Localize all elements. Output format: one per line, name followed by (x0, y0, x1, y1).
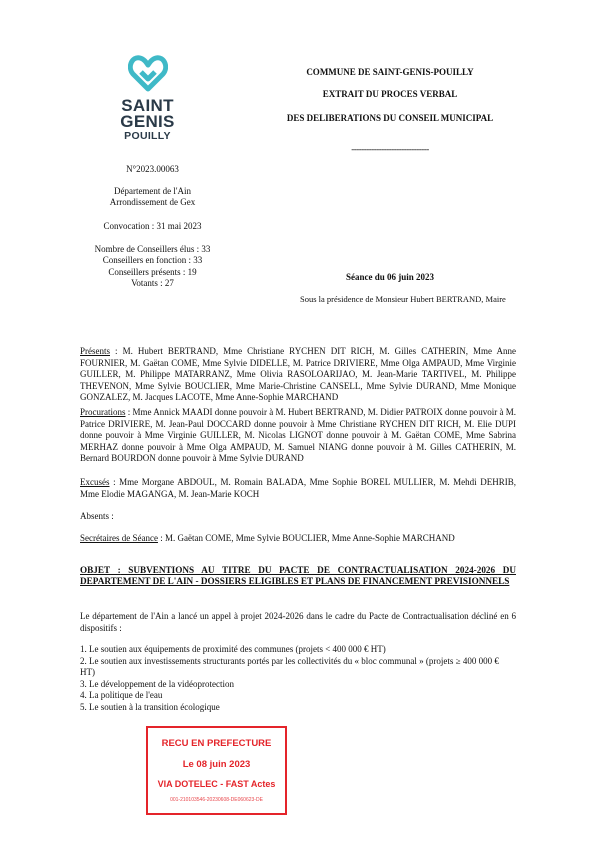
commune-logo (110, 50, 185, 145)
list-item: 2. Le soutien aux investissements structurants portés par les collectivités du « bloc communal » (projets ≥ 400 000 € HT) (80, 655, 499, 678)
stamp-line-recu: RECU EN PREFECTURE (161, 738, 272, 749)
deliberations-title: DES DELIBERATIONS DU CONSEIL MUNICIPAL (286, 113, 494, 123)
excuses-paragraph (80, 477, 516, 500)
arrondissement: Arrondissement de Gex (109, 197, 196, 207)
secretaires-paragraph (80, 533, 516, 545)
seance-date: Séance du 06 juin 2023 (345, 272, 434, 282)
conseillers-presents: Conseillers présents : 19 (108, 267, 197, 277)
list-item: 4. La politique de l'eau (80, 690, 163, 701)
conseillers-fonction: Conseillers en fonction : 33 (102, 255, 203, 265)
heart-logo-icon (128, 53, 168, 93)
objet-text: SUBVENTIONS AU TITRE DU PACTE DE CONTRACTUALISATION 2024-2026 DU DEPARTEMENT DE L'AIN - DOSSIERS ELIGIBLES ET PLANS DE FINANCEMENT PREVISIONNELS (80, 565, 516, 586)
excuses-label: Excusés (80, 477, 110, 487)
votants: Votants : 27 (131, 278, 174, 288)
list-item: 5. Le soutien à la transition écologique (80, 701, 220, 712)
objet-label: OBJET : (80, 565, 121, 575)
presents-paragraph (80, 346, 516, 404)
objet-paragraph (80, 565, 516, 587)
presents-label: Présents (80, 346, 110, 356)
prefecture-stamp (146, 726, 287, 815)
logo-line-genis: GENIS (120, 112, 175, 131)
procurations-label: Procurations (80, 407, 126, 417)
list-item: 3. Le développement de la vidéoprotection (80, 678, 234, 689)
department: Département de l'Ain (113, 186, 192, 196)
stamp-line-date: Le 08 juin 2023 (182, 759, 251, 770)
header-separator: ------------------------------- (351, 144, 429, 154)
procurations-list: : Mme Annick MAADI donne pouvoir à M. Hubert BERTRAND, M. Didier PATROIX donne pouvoir à M. Patrice DRIVIERE, M. Jean-Paul DOCCARD donne pouvoir à Mme Christiane RYCHEN DIT RICH, M. Elie DUPI donne pouvoir à Mme Virginie GUILLER, M. Nicolas LIGNOT donne pouvoir à M. Gaëtan COME, Mme Sabrina MERHAZ donne pouvoir à Mme Olga AMPAUD, M. Samuel NIANG donne pouvoir à M. Gilles CATHERIN, M. Bernard BOURDON donne pouvoir à Mme Sylvie DURAND (80, 407, 516, 464)
intro-paragraph: Le département de l'Ain a lancé un appel à projet 2024-2026 dans le cadre du Pacte de Contractualisation décliné en 6 dispositifs : (80, 611, 516, 633)
logo-line-pouilly: POUILLY (124, 130, 171, 142)
presents-list: : M. Hubert BERTRAND, Mme Christiane RYCHEN DIT RICH, M. Gilles CATHERIN, Mme Anne FOURNIER, M. Gaëtan COME, Mme Sylvie DIDELLE, M. Patrice DRIVIERE, Mme Olga AMPAUD, Mme Virginie GUILLER, M. Philippe MATARRANZ, Mme Olivia RASOLOARIJAO, M. Jean-Marie TARTIVEL, M. Philippe THEVENON, Mme Sylvie BOUCLIER, Mme Marie-Christine CANSELL, Mme Sylvie DURAND, Mme Monique GONZALEZ, M. Jacques LACOTE, Mme Anne-Sophie MARCHAND (80, 346, 516, 403)
deliberation-number: N°2023.00063 (126, 164, 179, 174)
dispositifs-list (80, 644, 516, 714)
convocation-date: Convocation : 31 mai 2023 (103, 221, 202, 231)
procurations-paragraph (80, 407, 516, 465)
logo-line-saint: SAINT (121, 96, 174, 115)
excuses-list: : Mme Morgane ABDOUL, M. Romain BALADA, Mme Sophie BOREL MULLIER, M. Mehdi DEHRIB, Mme Elodie MAGANGA, M. Jean-Marie KOCH (80, 477, 516, 499)
absents-label: Absents : (80, 511, 114, 521)
secretaires-list: : M. Gaëtan COME, Mme Sylvie BOUCLIER, Mme Anne-Sophie MARCHAND (157, 533, 455, 543)
stamp-line-via: VIA DOTELEC - FAST Actes (157, 779, 276, 789)
commune-title: COMMUNE DE SAINT-GENIS-POUILLY (306, 67, 474, 77)
conseillers-elus: Nombre de Conseillers élus : 33 (94, 244, 211, 254)
presidence: Sous la présidence de Monsieur Hubert BERTRAND, Maire (300, 294, 506, 304)
stamp-line-reference: 001-210103546-20230608-DE060623-DE (170, 797, 263, 803)
list-item: 1. Le soutien aux équipements de proximité des communes (projets < 400 000 € HT) (80, 644, 386, 654)
secretaires-label: Secrétaires de Séance (80, 533, 158, 543)
pv-title: EXTRAIT DU PROCES VERBAL (322, 89, 458, 99)
